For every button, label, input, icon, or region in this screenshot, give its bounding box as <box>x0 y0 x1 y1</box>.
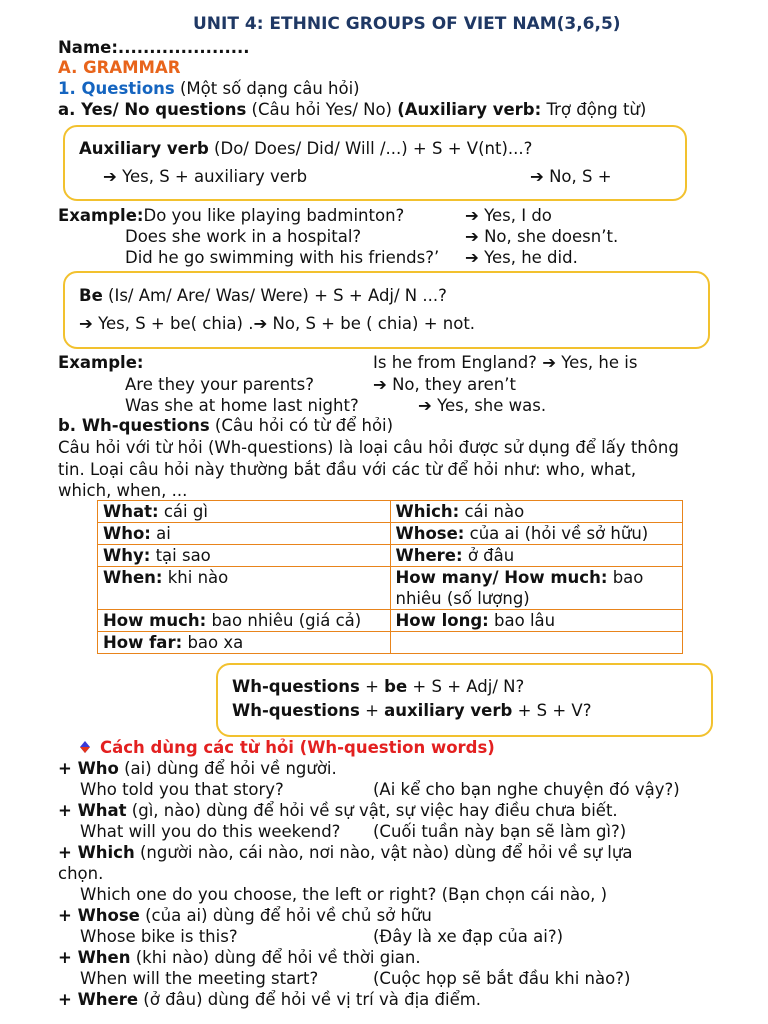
aux-no-answer <box>530 166 612 187</box>
table-cell <box>98 501 391 523</box>
who-example: Who told you that story? <box>80 780 284 799</box>
usage-desc: (ai) dùng để hỏi về người. <box>124 759 337 778</box>
wh-formula-aux <box>232 700 591 721</box>
wh-word: Which: <box>395 502 460 521</box>
formula-bold: Wh-questions <box>232 701 360 720</box>
table-cell <box>390 567 683 610</box>
arrow-icon: ➔ <box>79 314 93 333</box>
wh-meaning: của ai (hỏi về sở hữu) <box>469 524 649 543</box>
be-yes-text: Yes, S + be( chia) . <box>98 314 254 333</box>
formula-text: + S + Adj/ N? <box>412 677 525 696</box>
usage-desc: (người nào, cái nào, nơi nào, vật nào) dùng để hỏi về sự lựa <box>139 843 633 862</box>
who-usage <box>58 758 337 779</box>
diamond-bullet-icon <box>78 740 92 754</box>
formula-text: + <box>365 677 379 696</box>
aux-formula <box>79 138 532 159</box>
formula-bold: be <box>384 677 408 696</box>
wh-words-table <box>97 500 683 654</box>
wh-meaning: bao lâu <box>494 611 556 630</box>
aux-formula-bold: Auxiliary verb <box>79 139 209 158</box>
table-row <box>98 545 683 567</box>
example-answer: Yes, she was. <box>437 396 547 415</box>
wh-meaning: tại sao <box>155 546 211 565</box>
example1-answer3 <box>465 247 578 268</box>
table-cell <box>390 610 683 632</box>
which-example: Which one do you choose, the left or right? (Bạn chọn cái nào, ) <box>80 885 608 904</box>
table-cell <box>98 632 391 654</box>
wh-word: + Who <box>58 759 119 778</box>
wh-word: What: <box>103 502 159 521</box>
be-formula <box>79 285 447 306</box>
example1-answer2 <box>465 226 618 247</box>
aux-no-text: No, S + <box>549 167 612 186</box>
table-row <box>98 632 683 654</box>
aux-yes-text: Yes, S + auxiliary verb <box>122 167 308 186</box>
formula-bold: auxiliary verb <box>384 701 513 720</box>
wh-word: How long: <box>395 611 489 630</box>
questions-desc: (Một số dạng câu hỏi) <box>179 79 360 98</box>
questions-heading <box>58 78 360 99</box>
example2-answer3 <box>418 395 546 416</box>
table-cell <box>390 545 683 567</box>
when-translation: (Cuộc họp sẽ bắt đầu khi nào?) <box>373 969 631 988</box>
arrow-icon: ➔ <box>418 396 432 415</box>
example2-question2: Are they your parents? <box>125 375 314 394</box>
example1-question3: Did he go swimming with his friends?’ <box>125 248 440 267</box>
arrow-icon: ➔ <box>465 206 479 225</box>
arrow-icon: ➔ <box>542 353 557 372</box>
table-cell <box>98 545 391 567</box>
name-line: Name:..................... <box>58 38 250 57</box>
wh-word: Where: <box>395 546 463 565</box>
aux-verb-formula-box <box>63 125 687 201</box>
table-row <box>98 610 683 632</box>
wh-word: Who: <box>103 524 151 543</box>
wh-meaning: cái nào <box>464 502 525 521</box>
wh-meaning: bao xa <box>187 633 244 652</box>
wh-word: How much: <box>103 611 207 630</box>
section-a-heading: A. GRAMMAR <box>58 58 181 77</box>
questions-number: 1. Questions <box>58 79 175 98</box>
arrow-icon: ➔ <box>373 375 387 394</box>
wh-word: + Whose <box>58 906 140 925</box>
wh-paragraph-line3: which, when, ... <box>58 481 188 500</box>
wh-heading <box>58 415 393 436</box>
formula-text: + S + V? <box>517 701 592 720</box>
example-answer: Yes, he did. <box>484 248 578 267</box>
wh-meaning: ở đâu <box>467 546 515 565</box>
usage-desc: (khi nào) dùng để hỏi về thời gian. <box>135 948 421 967</box>
yesno-heading <box>58 99 646 120</box>
example1-line1 <box>58 205 404 226</box>
arrow-icon: ➔ <box>253 314 268 333</box>
arrow-icon: ➔ <box>103 167 117 186</box>
example-answer: Yes, I do <box>484 206 552 225</box>
formula-text: + <box>365 701 379 720</box>
wh-word: + What <box>58 801 127 820</box>
table-cell <box>98 567 391 610</box>
be-formula-rest: (Is/ Am/ Are/ Was/ Were) + S + Adj/ N ...? <box>108 286 447 305</box>
what-example: What will you do this weekend? <box>80 822 341 841</box>
whose-example: Whose bike is this? <box>80 927 238 946</box>
whose-usage <box>58 905 432 926</box>
which-usage-cont: chọn. <box>58 864 104 883</box>
table-row <box>98 523 683 545</box>
usage-desc: (của ai) dùng để hỏi về chủ sở hữu <box>145 906 432 925</box>
wh-word: + Which <box>58 843 135 862</box>
wh-meaning: khi nào <box>167 568 229 587</box>
example2-line1 <box>373 352 637 373</box>
table-cell <box>390 501 683 523</box>
wh-meaning: ai <box>156 524 171 543</box>
usage-desc: (gì, nào) dùng để hỏi về sự vật, sự việc hay điều chưa biết. <box>131 801 618 820</box>
be-no-text: No, S + be ( chia) + not. <box>272 314 476 333</box>
wh-formula-be <box>232 676 524 697</box>
be-answers <box>79 313 475 334</box>
yesno-title: a. Yes/ No questions <box>58 100 247 119</box>
example2-answer2 <box>373 374 516 395</box>
when-usage <box>58 947 421 968</box>
when-example: When will the meeting start? <box>80 969 319 988</box>
arrow-icon: ➔ <box>465 227 479 246</box>
wh-word: Whose: <box>395 524 465 543</box>
wh-title: b. Wh-questions <box>58 416 210 435</box>
page-title: UNIT 4: ETHNIC GROUPS OF VIET NAM(3,6,5) <box>193 14 621 34</box>
wh-paragraph-line2: tin. Loại câu hỏi này thường bắt đầu với các từ để hỏi như: who, what, <box>58 460 637 479</box>
usage-desc: (ở đâu) dùng để hỏi về vị trí và địa điểm. <box>143 990 482 1009</box>
example-answer: Yes, he is <box>561 353 638 372</box>
wh-meaning: bao nhiêu (giá cả) <box>211 611 362 630</box>
example-question: Is he from England? <box>373 353 537 372</box>
whose-translation: (Đây là xe đạp của ai?) <box>373 927 564 946</box>
table-row <box>98 567 683 610</box>
yesno-desc: (Câu hỏi Yes/ No) <box>251 100 392 119</box>
be-formula-box <box>63 271 710 349</box>
example-question: Do you like playing badminton? <box>143 206 405 225</box>
table-row <box>98 501 683 523</box>
wh-meaning: bao nhiêu (số lượng) <box>395 568 644 608</box>
usage-heading <box>78 737 495 758</box>
aux-formula-rest: (Do/ Does/ Did/ Will /...) + S + V(nt)...? <box>214 139 533 158</box>
wh-word: + Where <box>58 990 139 1009</box>
example2-label: Example: <box>58 353 144 372</box>
table-cell <box>390 523 683 545</box>
table-cell <box>98 610 391 632</box>
wh-word: Why: <box>103 546 151 565</box>
usage-title: Cách dùng các từ hỏi (Wh-question words) <box>100 738 495 757</box>
aux-yes-answer <box>103 166 307 187</box>
what-translation: (Cuối tuần này bạn sẽ làm gì?) <box>373 822 627 841</box>
arrow-icon: ➔ <box>465 248 479 267</box>
where-usage <box>58 989 481 1010</box>
aux-translation: Trợ động từ) <box>546 100 647 119</box>
arrow-icon: ➔ <box>530 167 544 186</box>
wh-word: When: <box>103 568 163 587</box>
example-answer: No, she doesn’t. <box>484 227 619 246</box>
example1-answer1 <box>465 205 552 226</box>
wh-paragraph-line1: Câu hỏi với từ hỏi (Wh-questions) là loại câu hỏi được sử dụng để lấy thông <box>58 438 679 457</box>
what-usage <box>58 800 618 821</box>
wh-desc: (Câu hỏi có từ để hỏi) <box>214 416 394 435</box>
table-cell <box>390 632 683 654</box>
wh-word: + When <box>58 948 131 967</box>
wh-meaning: cái gì <box>163 502 208 521</box>
wh-word: How many/ How much: <box>395 568 608 587</box>
example2-question3: Was she at home last night? <box>125 396 359 415</box>
example1-question2: Does she work in a hospital? <box>125 227 362 246</box>
table-cell <box>98 523 391 545</box>
wh-word: How far: <box>103 633 183 652</box>
example-label: Example: <box>58 206 144 225</box>
aux-label: (Auxiliary verb: <box>397 100 542 119</box>
who-translation: (Ai kể cho bạn nghe chuyện đó vậy?) <box>373 780 680 799</box>
example-answer: No, they aren’t <box>392 375 516 394</box>
formula-bold: Wh-questions <box>232 677 360 696</box>
be-formula-bold: Be <box>79 286 103 305</box>
which-usage <box>58 842 632 863</box>
